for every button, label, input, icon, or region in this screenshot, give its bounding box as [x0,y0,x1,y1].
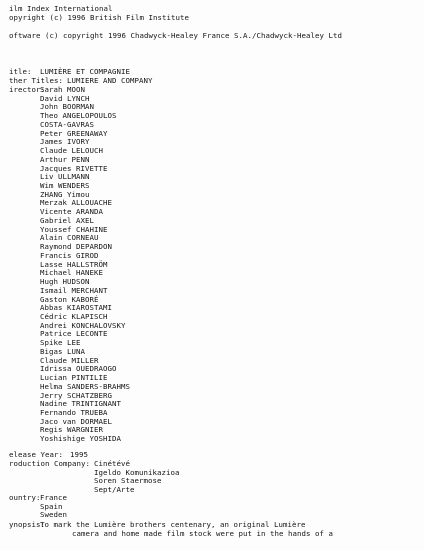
production-company-label: roduction Company: [9,459,90,468]
director-label: irector: [9,85,45,94]
production-company-name: Soren Staermose [94,476,162,486]
release-year-label: elease Year: [9,450,63,459]
director-name: Merzak ALLOUACHE [40,198,112,208]
synopsis-line: To mark the Lumière brothers centenary, an original Lumière [40,520,306,529]
director-name: David LYNCH [40,93,90,103]
director-name: Sarah MOON [40,85,85,94]
director-name: Arthur PENN [40,154,90,164]
country-name: Sweden [40,510,67,520]
director-name: Cédric KLAPISCH [40,311,108,321]
director-name: Spike LEE [40,338,81,348]
director-name: Wim WENDERS [40,181,90,191]
country-name: Spain [40,501,63,511]
director-name: Fernando TRUEBA [40,408,108,417]
director-name: Francis GIROD [40,250,99,260]
director-name: ZHANG Yimou [40,189,90,199]
director-name: Hugh HUDSON [40,277,90,287]
director-name: Liv ULLMANN [40,172,90,182]
header-software-copyright: oftware (c) copyright 1996 Chadwyck-Healey France S.A./Chadwyck-Healey Ltd [9,31,342,40]
release-year-value: 1995 [70,450,88,459]
director-name: Nadine TRINTIGNANT [40,399,121,409]
country-label: ountry: [9,493,41,502]
director-name: Ismail MERCHANT [40,285,108,295]
director-name: Alain CORNEAU [40,233,99,243]
synopsis-label: ynopsis: [9,520,45,529]
director-name: Claude LELOUCH [40,146,103,156]
other-titles-value: LUMIERE AND COMPANY [67,76,153,85]
director-name: Jacques RIVETTE [40,163,108,173]
production-company-name: Igeldo Komunikazioa [94,467,180,477]
director-name: John BOORMAN [40,102,94,112]
title-label: itle: [9,67,32,76]
director-name: Gaston KABORÉ [40,294,99,304]
other-titles-label: ther Titles: [9,76,63,85]
director-name: Theo ANGELOPOULOS [40,111,117,121]
director-name: Andrei KONCHALOVSKY [40,320,126,330]
director-name: Vicente ARANDA [40,207,103,217]
director-name: Claude MILLER [40,355,99,365]
director-name: Lucian PINTILIE [40,373,108,383]
director-name: Yoshishige YOSHIDA [40,434,121,444]
director-name: Lasse HALLSTRÖM [40,259,108,269]
director-name: Idrissa OUEDRAOGO [40,364,117,374]
director-name: Youssef CHAHINE [40,224,108,234]
production-company-name: Sept/Arte [94,485,135,495]
director-name: Raymond DEPARDON [40,242,112,252]
director-name: Regis WARGNIER [40,425,103,435]
title-value: LUMIÈRE ET COMPAGNIE [40,67,130,76]
header-copyright: opyright (c) 1996 British Film Institute [9,13,189,22]
director-name: James IVORY [40,137,90,147]
production-company-name: Cinétévé [94,459,130,468]
director-name: Michael HANEKE [40,268,103,278]
director-name: COSTA-GAVRAS [40,119,94,129]
synopsis-line: camera and home made film stock were put in the hands of a [72,528,333,538]
director-name: Jerry SCHATZBERG [40,390,112,400]
director-name: Gabriel AXEL [40,215,94,225]
director-name: Patrice LECONTE [40,329,108,339]
director-name: Helma SANDERS-BRAHMS [40,381,130,391]
director-name: Bigas LUNA [40,346,85,356]
director-name: Peter GREENAWAY [40,128,108,138]
director-name: Jaco van DORMAEL [40,416,112,426]
header-database-name: ilm Index International [9,4,113,13]
country-name: France [40,493,67,502]
director-name: Abbas KIAROSTAMI [40,303,112,313]
